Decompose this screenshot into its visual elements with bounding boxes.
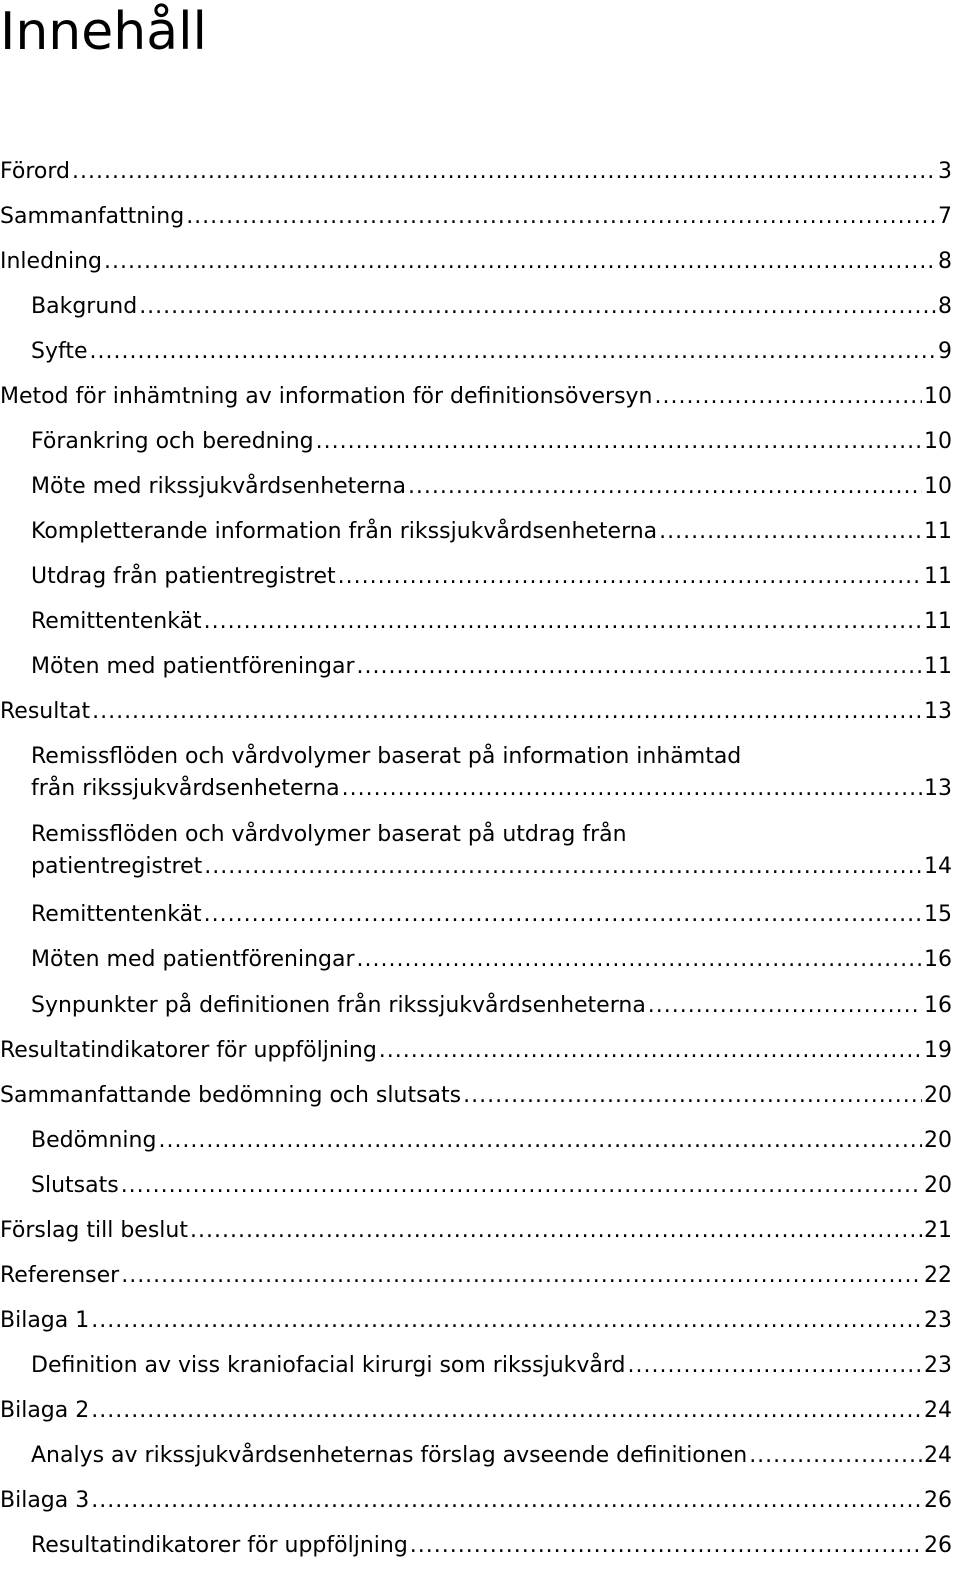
toc-entry-page: 16	[924, 947, 952, 972]
toc-entry-page: 24	[924, 1398, 952, 1423]
dot-leader	[91, 1398, 922, 1424]
toc-entry-page: 20	[924, 1083, 952, 1108]
toc-entry-page: 20	[924, 1173, 952, 1198]
toc-entry-page: 23	[924, 1353, 952, 1378]
toc-entry[interactable]	[31, 1353, 952, 1379]
toc-entry-label: Sammanfattande bedömning och slutsats	[0, 1083, 462, 1108]
toc-entry-label: Möte med rikssjukvårdsenheterna	[31, 474, 406, 499]
dot-leader	[655, 384, 922, 410]
dot-leader	[91, 1488, 922, 1514]
toc-entry[interactable]	[0, 1263, 952, 1289]
toc-entry-label: Analys av rikssjukvårdsenheternas förslag avseende definitionen	[31, 1443, 748, 1468]
toc-entry[interactable]	[31, 822, 952, 880]
toc-entry-page: 16	[924, 993, 952, 1018]
toc-entry-label: Resultatindikatorer för uppföljning	[0, 1038, 377, 1063]
page-title: Innehåll	[0, 2, 207, 62]
toc-entry-label: Synpunkter på definitionen från rikssjukvårdsenheterna	[31, 993, 646, 1018]
toc-entry[interactable]	[31, 564, 952, 590]
toc-entry[interactable]	[31, 947, 952, 973]
toc-entry[interactable]	[31, 744, 952, 802]
toc-entry[interactable]	[0, 1038, 952, 1064]
toc-entry-page: 23	[924, 1308, 952, 1333]
toc-entry-label: Förankring och beredning	[31, 429, 314, 454]
toc-entry-label: Bilaga 3	[0, 1488, 90, 1513]
toc-entry-page: 10	[924, 384, 952, 409]
toc-entry[interactable]	[31, 1443, 952, 1469]
toc-entry[interactable]	[31, 474, 952, 500]
toc-entry[interactable]	[31, 1128, 952, 1154]
toc-entry-page: 22	[924, 1263, 952, 1288]
dot-leader	[186, 204, 936, 230]
toc-entry-label: Bilaga 2	[0, 1398, 90, 1423]
toc-entry-label: Förslag till beslut	[0, 1218, 188, 1243]
toc-entry[interactable]	[0, 204, 952, 230]
toc-entry[interactable]	[0, 249, 952, 275]
toc-entry[interactable]	[0, 1488, 952, 1514]
toc-entry[interactable]	[31, 654, 952, 680]
toc-entry-page: 26	[924, 1533, 952, 1558]
dot-leader	[357, 947, 922, 973]
dot-leader	[139, 294, 936, 320]
dot-leader	[72, 159, 936, 185]
toc-entry-label: Metod för inhämtning av information för definitionsöversyn	[0, 384, 653, 409]
dot-leader	[158, 1128, 922, 1154]
toc-entry-label: Definition av viss kraniofacial kirurgi som rikssjukvård	[31, 1353, 626, 1378]
dot-leader	[357, 654, 922, 680]
toc-entry-page: 7	[938, 204, 952, 229]
toc-entry-page: 10	[924, 429, 952, 454]
toc-entry-label: Förord	[0, 159, 70, 184]
toc-entry[interactable]	[0, 1218, 952, 1244]
toc-entry-label: Möten med patientföreningar	[31, 947, 355, 972]
dot-leader	[659, 519, 922, 545]
toc-entry-label: Resultatindikatorer för uppföljning	[31, 1533, 408, 1558]
toc-entry-label: Slutsats	[31, 1173, 119, 1198]
dot-leader	[648, 993, 922, 1019]
toc-entry[interactable]	[31, 902, 952, 928]
dot-leader	[379, 1038, 922, 1064]
toc-entry[interactable]	[31, 1173, 952, 1199]
dot-leader	[338, 564, 922, 590]
toc-entry-page: 11	[924, 519, 952, 544]
dot-leader	[463, 1083, 922, 1109]
dot-leader	[749, 1443, 922, 1469]
toc-entry-page: 11	[924, 564, 952, 589]
dot-leader	[628, 1353, 922, 1379]
toc-entry-label: Referenser	[0, 1263, 120, 1288]
dot-leader	[204, 609, 922, 635]
toc-entry-label: Bedömning	[31, 1128, 157, 1153]
toc-entry[interactable]	[31, 294, 952, 320]
toc-entry-label-line1: Remissflöden och vårdvolymer baserat på information inhämtad	[31, 744, 742, 769]
toc-entry[interactable]	[31, 519, 952, 545]
dot-leader	[204, 902, 922, 928]
toc-entry[interactable]	[0, 1308, 952, 1334]
toc-entry[interactable]	[0, 384, 952, 410]
toc-entry[interactable]	[31, 339, 952, 365]
dot-leader	[410, 1533, 922, 1559]
toc-entry-page: 10	[924, 474, 952, 499]
toc-entry-page: 13	[924, 699, 952, 724]
toc-entry-label: Utdrag från patientregistret	[31, 564, 336, 589]
toc-entry-label: Möten med patientföreningar	[31, 654, 355, 679]
toc-entry-page: 20	[924, 1128, 952, 1153]
toc-entry[interactable]	[0, 1398, 952, 1424]
toc-entry-page: 15	[924, 902, 952, 927]
toc-entry-page: 24	[924, 1443, 952, 1468]
toc-entry-label: Sammanfattning	[0, 204, 185, 229]
toc-entry[interactable]	[31, 1533, 952, 1559]
toc-entry-page: 13	[924, 776, 952, 801]
toc-entry-page: 21	[924, 1218, 952, 1243]
toc-entry-label: Bakgrund	[31, 294, 138, 319]
toc-entry-page: 8	[938, 249, 952, 274]
toc-entry[interactable]	[31, 429, 952, 455]
toc-entry-label: Remittentenkät	[31, 609, 202, 634]
dot-leader	[190, 1218, 922, 1244]
dot-leader	[204, 854, 922, 880]
toc-entry[interactable]	[31, 993, 952, 1019]
dot-leader	[121, 1173, 922, 1199]
dot-leader	[92, 699, 922, 725]
toc-entry-label-line1: Remissflöden och vårdvolymer baserat på utdrag från	[31, 822, 627, 847]
toc-entry-label: från rikssjukvårdsenheterna	[31, 776, 340, 801]
dot-leader	[104, 249, 936, 275]
toc-entry[interactable]	[0, 699, 952, 725]
toc-entry-label: Syfte	[31, 339, 88, 364]
toc-entry-page: 26	[924, 1488, 952, 1513]
dot-leader	[91, 1308, 922, 1334]
toc-entry-label: Remittentenkät	[31, 902, 202, 927]
dot-leader	[90, 339, 936, 365]
toc-entry-page: 3	[938, 159, 952, 184]
dot-leader	[408, 474, 922, 500]
toc-entry-page: 19	[924, 1038, 952, 1063]
dot-leader	[316, 429, 922, 455]
dot-leader	[121, 1263, 922, 1289]
toc-entry-page: 11	[924, 609, 952, 634]
toc-entry[interactable]	[0, 159, 952, 185]
toc-entry-label: Bilaga 1	[0, 1308, 90, 1333]
toc-entry-label: Kompletterande information från rikssjukvårdsenheterna	[31, 519, 658, 544]
toc-entry-label: Inledning	[0, 249, 103, 274]
toc-entry-page: 11	[924, 654, 952, 679]
toc-entry[interactable]	[0, 1083, 952, 1109]
toc-entry-page: 9	[938, 339, 952, 364]
toc-entry-page: 8	[938, 294, 952, 319]
toc-entry-label: patientregistret	[31, 854, 203, 879]
toc-entry-page: 14	[924, 854, 952, 879]
toc-entry[interactable]	[31, 609, 952, 635]
dot-leader	[342, 776, 922, 802]
toc-entry-label: Resultat	[0, 699, 91, 724]
